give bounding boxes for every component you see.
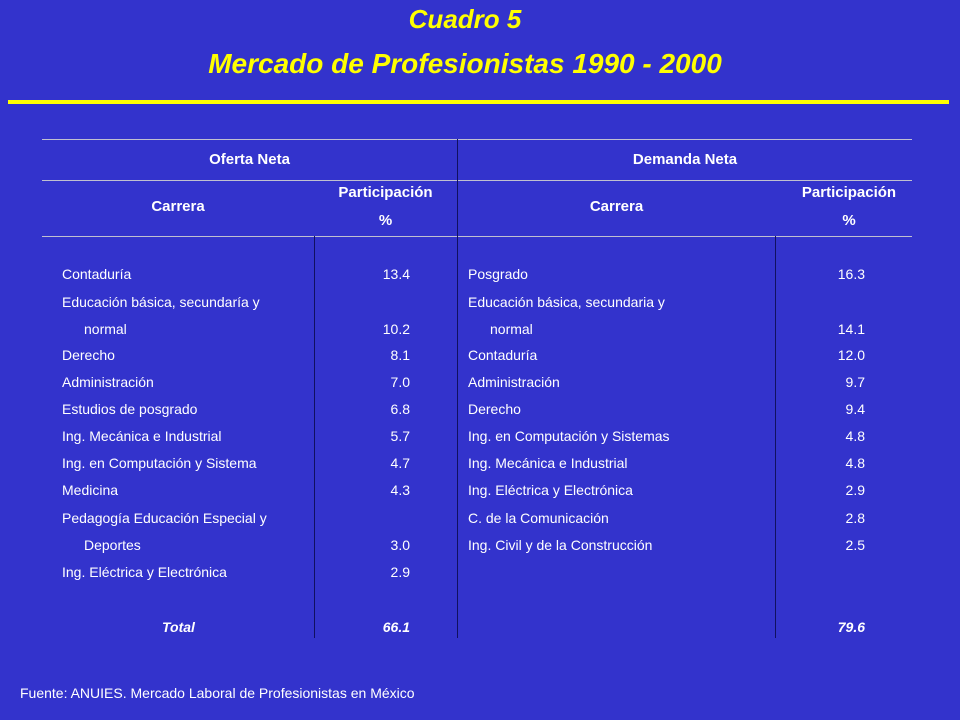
- table-top-border: [42, 139, 912, 140]
- table-header-divider: [42, 236, 912, 237]
- oferta-carrera-6: Ing. Mecánica e Industrial: [62, 428, 222, 444]
- demanda-valor-0: 16.3: [837, 266, 865, 282]
- demanda-valor-3: 12.0: [837, 347, 865, 363]
- demanda-valor-5: 9.4: [845, 401, 865, 417]
- oferta-valor-11: 2.9: [390, 564, 410, 580]
- demanda-carrera-5: Derecho: [468, 401, 521, 417]
- demanda-carrera-2: normal: [490, 321, 533, 337]
- page-title: Cuadro 5: [408, 4, 522, 34]
- oferta-carrera-0: Contaduría: [62, 266, 132, 282]
- page-subtitle: Mercado de Profesionistas 1990 - 2000: [208, 48, 722, 79]
- oferta-valor-2: 10.2: [382, 321, 410, 337]
- demanda-carrera-10: Ing. Civil y de la Construcción: [468, 537, 653, 553]
- oferta-carrera-2: normal: [84, 321, 127, 337]
- header-carrera-oferta: Carrera: [151, 198, 205, 215]
- oferta-valor-10: 3.0: [390, 537, 410, 553]
- source-footnote: Fuente: ANUIES. Mercado Laboral de Profesionistas en México: [20, 685, 415, 701]
- oferta-valor-5: 6.8: [390, 401, 410, 417]
- oferta-carrera-4: Administración: [62, 374, 154, 390]
- demanda-carrera-4: Administración: [468, 374, 560, 390]
- oferta-carrera-7: Ing. en Computación y Sistema: [62, 455, 257, 471]
- oferta-carrera-10: Deportes: [84, 537, 141, 553]
- total-oferta: 66.1: [382, 619, 410, 635]
- oferta-carrera-11: Ing. Eléctrica y Electrónica: [62, 564, 227, 580]
- demanda-carrera-7: Ing. Mecánica e Industrial: [468, 455, 628, 471]
- oferta-valor-8: 4.3: [390, 482, 410, 498]
- demanda-carrera-8: Ing. Eléctrica y Electrónica: [468, 482, 633, 498]
- demanda-valor-8: 2.9: [845, 482, 865, 498]
- demanda-carrera-6: Ing. en Computación y Sistemas: [468, 428, 670, 444]
- header-participacion-demanda: Participación: [801, 184, 897, 201]
- oferta-valor-7: 4.7: [390, 455, 410, 471]
- total-label: Total: [162, 619, 195, 635]
- oferta-carrera-1: Educación básica, secundaría y: [62, 294, 260, 310]
- oferta-valor-3: 8.1: [390, 347, 410, 363]
- header-pct-demanda: %: [842, 212, 856, 229]
- header-demanda-neta: Demanda Neta: [632, 151, 738, 168]
- demanda-valor-6: 4.8: [845, 428, 865, 444]
- header-oferta-neta: Oferta Neta: [209, 151, 290, 168]
- demanda-valor-7: 4.8: [845, 455, 865, 471]
- header-participacion-oferta: Participación: [338, 184, 433, 201]
- oferta-carrera-3: Derecho: [62, 347, 115, 363]
- oferta-valor-0: 13.4: [382, 266, 410, 282]
- header-pct-oferta: %: [378, 212, 393, 229]
- oferta-carrera-8: Medicina: [62, 482, 119, 498]
- oferta-carrera-5: Estudios de posgrado: [62, 401, 198, 417]
- demanda-valor-4: 9.7: [845, 374, 865, 390]
- header-carrera-demanda: Carrera: [589, 198, 644, 215]
- demanda-carrera-3: Contaduría: [468, 347, 538, 363]
- oferta-valor-6: 5.7: [390, 428, 410, 444]
- demanda-valor-9: 2.8: [845, 510, 865, 526]
- demanda-valor-2: 14.1: [837, 321, 865, 337]
- demanda-carrera-9: C. de la Comunicación: [468, 510, 609, 526]
- table-group-divider: [42, 180, 912, 181]
- title-underline: [8, 100, 949, 104]
- total-demanda: 79.6: [837, 619, 865, 635]
- demanda-carrera-1: Educación básica, secundaria y: [468, 294, 665, 310]
- oferta-carrera-9: Pedagogía Educación Especial y: [62, 510, 267, 526]
- demanda-carrera-0: Posgrado: [468, 266, 528, 282]
- oferta-valor-4: 7.0: [390, 374, 410, 390]
- demanda-valor-10: 2.5: [845, 537, 865, 553]
